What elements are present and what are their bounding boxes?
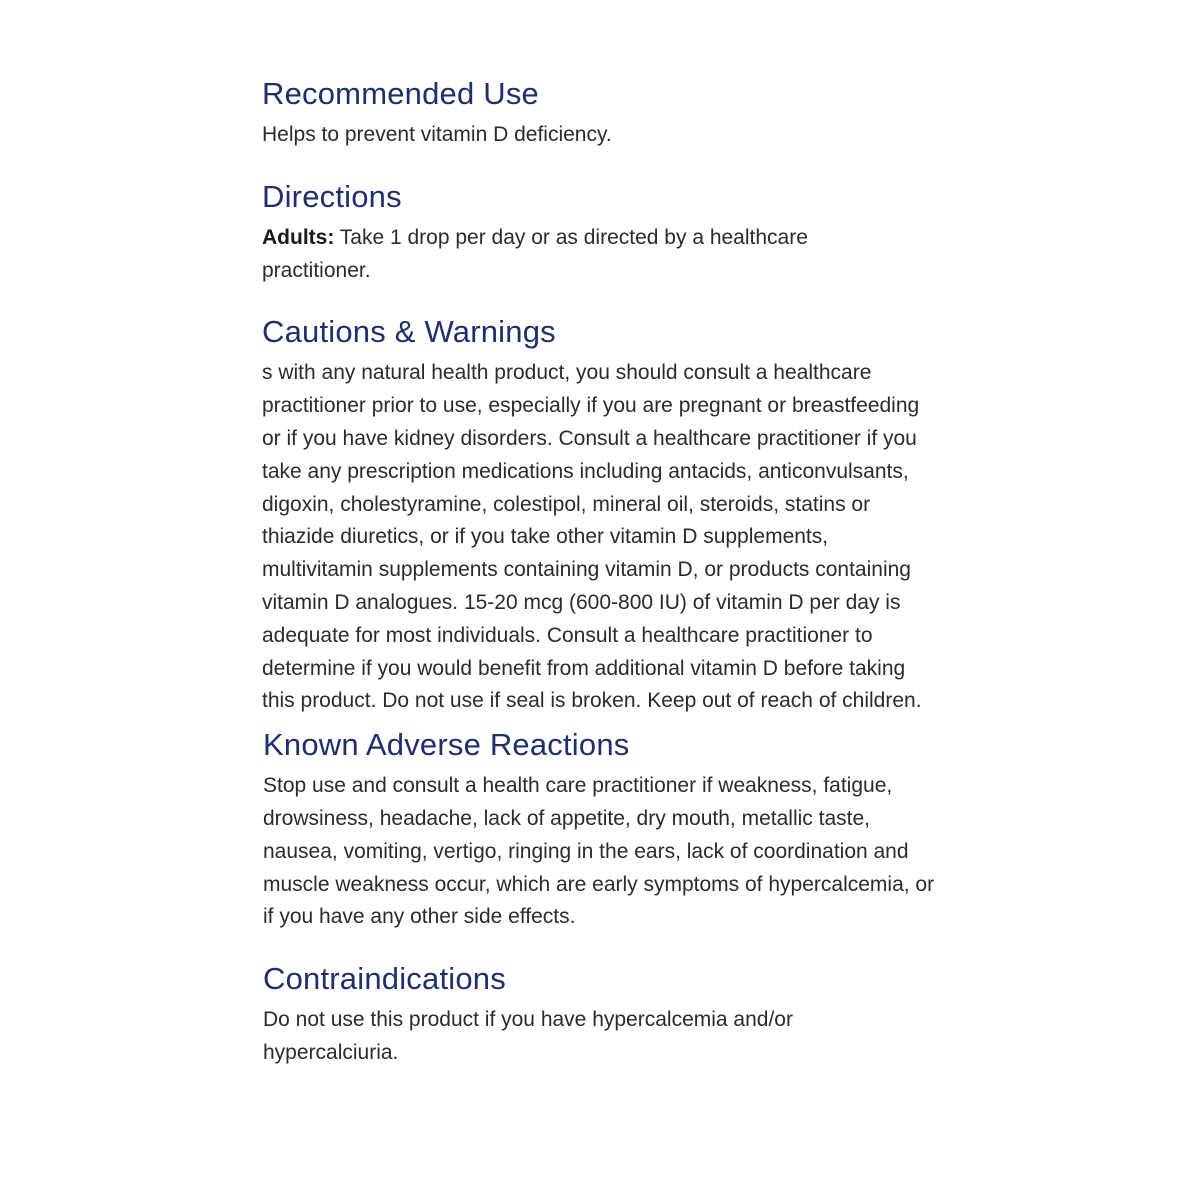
adverse-reactions-text: Stop use and consult a health care practitioner if weakness, fatigue, drowsiness, headache, lack of appetite, dry mouth, metallic taste, nausea, vomiting, vertigo, ringing in the ears, lack of coordination and muscle weakness occur, which are early symptoms of hypercalcemia, or if you have any other side effects. [263,774,935,929]
directions-paragraph [262,222,832,288]
product-info-document [262,73,942,1070]
contraindications-text: Do not use this product if you have hypercalcemia and/or hypercalciuria. [263,1008,793,1064]
recommended-use-heading: Recommended Use [262,76,539,111]
directions-section [262,176,942,288]
directions-adults-label: Adults: [262,225,335,249]
cautions-warnings-heading: Cautions & Warnings [262,314,556,350]
recommended-use-text: Helps to prevent vitamin D deficiency. [262,123,612,146]
cautions-warnings-text: s with any natural health product, you should consult a healthcare practitioner prior to use, especially if you are pregnant or breastfeeding or if you have kidney disorders. Consult a healthcare practitioner if you take any prescription medications including antacids, anticonvulsants, digoxin, cholestyramine, colestipol, mineral oil, steroids, statins or thiazide diuretics, or if you take other vitamin D supplements, multivitamin supplements containing vitamin D, or products containing vitamin D analogues. 15-20 mcg (600-800 IU) of vitamin D per day is adequate for most individuals. Consult a healthcare practitioner to determine if you would benefit from additional vitamin D before taking this product. Do not use if seal is broken. Keep out of reach of children. [262,361,922,713]
adverse-reactions-section [262,724,942,934]
contraindications-heading: Contraindications [263,961,506,997]
directions-text: Take 1 drop per day or as directed by a healthcare practitioner. [262,225,808,282]
directions-heading: Directions [262,178,402,214]
adverse-reactions-heading: Known Adverse Reactions [263,727,630,763]
recommended-use-section [262,73,942,152]
cautions-warnings-section [262,311,942,718]
contraindications-section [262,958,942,1070]
